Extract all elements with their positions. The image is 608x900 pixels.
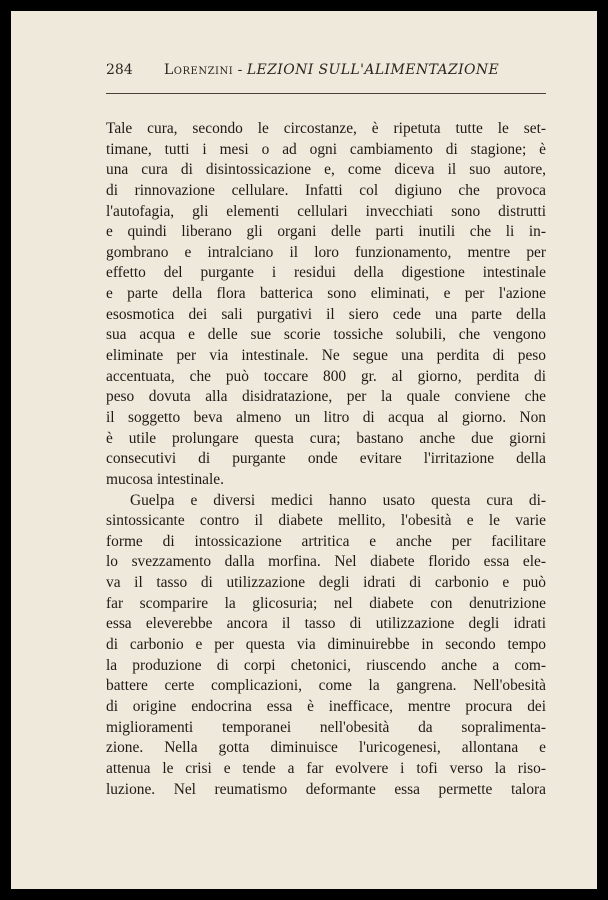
text-line: Guelpa e diversi medici hanno usato questa cura di- bbox=[130, 491, 546, 509]
text-line: forme di intossicazione artritica e anche per facilitare bbox=[106, 532, 546, 550]
text-line: luzione. Nel reumatismo deformante essa permette talora bbox=[106, 780, 546, 798]
paragraph bbox=[106, 491, 546, 801]
text-line: timane, tutti i mesi o ad ogni cambiamento di stagione; è bbox=[106, 140, 546, 158]
text-line: consecutivi di purgante onde evitare l'irritazione della bbox=[106, 450, 546, 468]
text-line: l'autofagia, gli elementi cellulari invecchiati sono distrutti bbox=[106, 202, 546, 220]
text-line: il soggetto beva almeno un litro di acqua al giorno. Non bbox=[106, 408, 546, 426]
page-number: 284 bbox=[106, 62, 133, 78]
book-page bbox=[11, 11, 597, 889]
paragraph bbox=[106, 119, 546, 491]
text-line: peso dovuta alla disidratazione, per la quale conviene che bbox=[106, 388, 546, 406]
text-line: effetto del purgante i residui della digestione intestinale bbox=[106, 264, 546, 282]
running-title-separator: - bbox=[233, 62, 247, 78]
text-line: e parte della flora batterica sono eliminati, e per l'azione bbox=[106, 285, 546, 303]
text-line: mucosa intestinale. bbox=[106, 470, 224, 488]
text-line: sua acqua e delle sue scorie tossiche solubili, che vengono bbox=[106, 326, 546, 344]
running-title-author: Lorenzini bbox=[164, 62, 234, 78]
text-line: Tale cura, secondo le circostanze, è ripetuta tutte le set- bbox=[106, 120, 546, 137]
text-line: lo svezzamento dalla morfina. Nel diabete florido essa ele- bbox=[106, 553, 546, 571]
page-header bbox=[106, 59, 546, 81]
text-line: va il tasso di utilizzazione degli idrati di carbonio e può bbox=[106, 574, 546, 592]
header-rule bbox=[106, 93, 546, 94]
text-line: accentuata, che può toccare 800 gr. al giorno, perdita di bbox=[106, 367, 546, 385]
text-line: essa eleverebbe ancora il tasso di utilizzazione degli idrati bbox=[106, 615, 546, 633]
text-line: eliminate per via intestinale. Ne segue una perdita di peso bbox=[106, 347, 546, 365]
text-line: miglioramenti temporanei nell'obesità da sopralimenta- bbox=[106, 718, 546, 736]
text-line: la produzione di corpi chetonici, riuscendo anche a com- bbox=[106, 656, 546, 674]
text-line: gombrano e intralciano il loro funzionamento, mentre per bbox=[106, 243, 546, 261]
text-line: battere certe complicazioni, come la gangrena. Nell'obesità bbox=[106, 677, 546, 695]
text-line: attenua le crisi e tende a far evolvere i tofi verso la riso- bbox=[106, 759, 546, 777]
text-line: zione. Nella gotta diminuisce l'uricogenesi, allontana e bbox=[106, 739, 546, 757]
text-line: di carbonio e per questa via diminuirebbe in secondo tempo bbox=[106, 636, 546, 654]
text-line: è utile prolungare questa cura; bastano anche due giorni bbox=[106, 429, 546, 447]
text-line: far scomparire la glicosuria; nel diabete con denutrizione bbox=[106, 594, 546, 612]
running-title-book: LEZIONI SULL'ALIMENTAZIONE bbox=[246, 62, 500, 78]
body-text bbox=[106, 119, 546, 800]
text-line: e quindi liberano gli organi delle parti inutili che li in- bbox=[106, 223, 546, 241]
text-line: di origine endocrina essa è inefficace, mentre procura dei bbox=[106, 697, 546, 715]
running-title bbox=[164, 62, 499, 78]
text-line: sintossicante contro il diabete mellito, l'obesità e le varie bbox=[106, 512, 546, 530]
text-line: una cura di disintossicazione e, come diceva il suo autore, bbox=[106, 161, 546, 179]
text-line: esosmotica dei sali purgativi il siero cede una parte della bbox=[106, 305, 546, 323]
text-line: di rinnovazione cellulare. Infatti col digiuno che provoca bbox=[106, 181, 546, 199]
